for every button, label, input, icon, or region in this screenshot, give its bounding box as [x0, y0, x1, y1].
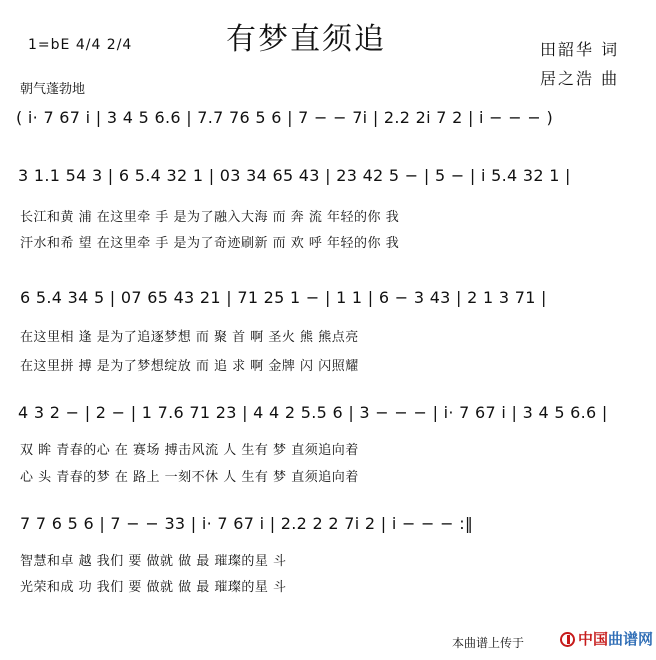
notation-row-5: 7 7 6 5 6 | 7 − − 33 | i· 7 67 i | 2.2 2 2 7i 2 | i − − − :‖	[20, 514, 474, 533]
site-logo-icon	[560, 632, 575, 647]
lyrics-row-2-verse-2: 汗水和希 望 在这里牵 手 是为了奇迹刷新 而 欢 呼 年轻的你 我	[20, 236, 400, 251]
notation-row-2: 3 1.1 54 3 | 6 5.4 32 1 | 03 34 65 43 | 23 42 5 − | 5 − | i 5.4 32 1 |	[18, 166, 571, 185]
lyrics-row-5-verse-1: 智慧和卓 越 我们 要 做就 做 最 璀璨的星 斗	[20, 554, 287, 569]
upload-note: 本曲谱上传于	[452, 636, 525, 650]
site-logo[interactable]	[560, 628, 653, 649]
lyrics-row-3-verse-1: 在这里相 逢 是为了追逐梦想 而 聚 首 啊 圣火 熊 熊点亮	[20, 330, 359, 345]
lyrics-row-4-verse-1: 双 眸 青春的心 在 赛场 搏击风流 人 生有 梦 直须追向着	[20, 443, 359, 458]
song-title: 有梦直须追	[226, 22, 386, 57]
lyricist-credit: 田韶华 词	[540, 40, 620, 59]
notation-row-3: 6 5.4 34 5 | 07 65 43 21 | 71 25 1 − | 1 1 | 6 − 3 43 | 2 1 3 71 |	[20, 288, 547, 307]
key-signature: 1=bE 4/4 2/4	[28, 37, 133, 53]
lyrics-row-3-verse-2: 在这里拼 搏 是为了梦想绽放 而 追 求 啊 金牌 闪 闪照耀	[20, 359, 359, 374]
lyrics-row-5-verse-2: 光荣和成 功 我们 要 做就 做 最 璀璨的星 斗	[20, 580, 287, 595]
site-name-cn: 中国	[578, 630, 609, 648]
lyrics-row-2-verse-1: 长江和黄 浦 在这里牵 手 是为了融入大海 而 奔 流 年轻的你 我	[20, 210, 400, 225]
lyrics-row-4-verse-2: 心 头 青春的梦 在 路上 一刻不休 人 生有 梦 直须追向着	[20, 470, 359, 485]
notation-row-1: ( i· 7 67 i | 3 4 5 6.6 | 7.7 76 5 6 | 7 − − 7i | 2.2 2i 7 2 | i − − − )	[16, 108, 553, 127]
composer-credit: 居之浩 曲	[540, 69, 620, 88]
tempo-marking: 朝气蓬勃地	[20, 82, 86, 97]
site-name-en: 曲谱网	[608, 630, 654, 648]
notation-row-4: 4 3 2 − | 2 − | 1 7.6 71 23 | 4 4 2 5.5 6 | 3 − − − | i· 7 67 i | 3 4 5 6.6 |	[18, 403, 608, 422]
